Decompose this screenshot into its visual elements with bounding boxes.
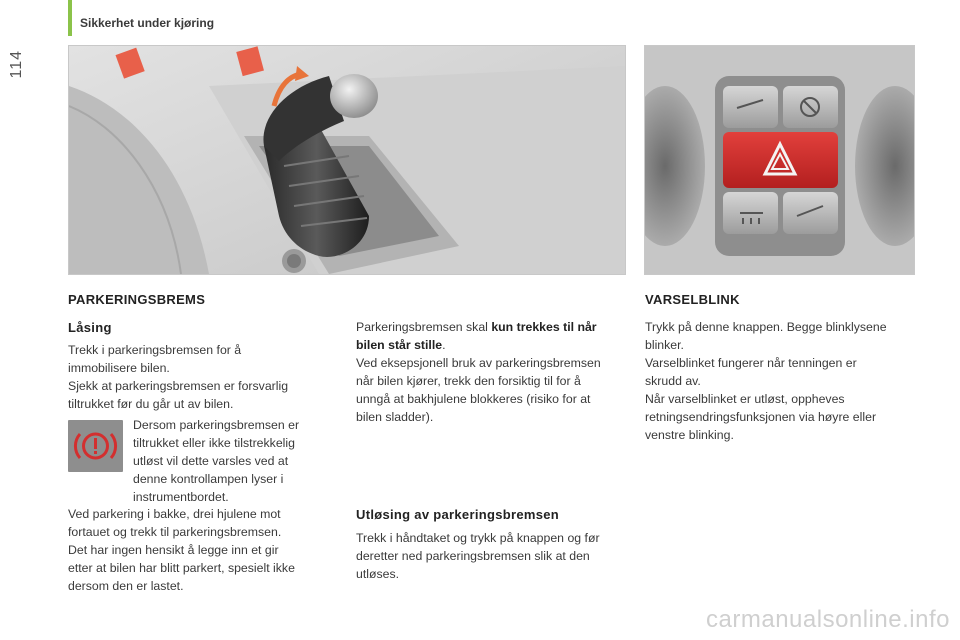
section-header: Sikkerhet under kjøring bbox=[80, 16, 215, 30]
release-title: Utløsing av parkeringsbremsen bbox=[356, 507, 560, 522]
text-line: tiltrukket før du går ut av bilen. bbox=[68, 397, 234, 411]
text-line bbox=[356, 336, 636, 354]
button-bottom-right bbox=[783, 192, 838, 234]
hazard-switch-panel-photo bbox=[644, 45, 915, 275]
text-line: utløst vil dette varsles ved at bbox=[133, 454, 289, 468]
text-line: tiltrukket eller ikke tilstrekkelig bbox=[133, 436, 295, 450]
text-line: unngå at bakhjulene blokkeres (risiko for at bbox=[356, 392, 591, 406]
hazard-text bbox=[645, 318, 915, 444]
text-line: Når varselblinket er utløst, oppheves bbox=[645, 392, 845, 406]
text-line: retningsendringsfunksjonen via høyre eller bbox=[645, 410, 877, 424]
text-line: Dersom parkeringsbremsen er bbox=[133, 418, 300, 432]
text-line: fortauet og trekk til parkeringsbremsen. bbox=[68, 525, 282, 539]
text-line: venstre blinking. bbox=[645, 428, 734, 442]
button-top-left bbox=[723, 86, 778, 128]
parking-brake-illustration bbox=[69, 46, 625, 274]
locking-title: Låsing bbox=[68, 320, 112, 335]
text-line: denne kontrollampen lyser i bbox=[133, 472, 284, 486]
locking-paragraph-2 bbox=[68, 505, 338, 595]
text-line: Ved parkering i bakke, drei hjulene mot bbox=[68, 507, 281, 521]
text-line: blinker. bbox=[645, 338, 684, 352]
parking-brake-lever-photo bbox=[68, 45, 626, 275]
locking-paragraph-1 bbox=[68, 341, 338, 413]
brake-warning-icon bbox=[68, 420, 123, 472]
page-number: 114 bbox=[8, 50, 25, 79]
hazard-button bbox=[723, 132, 838, 188]
section-accent-bar bbox=[68, 0, 72, 36]
text-line: deretter ned parkeringsbremsen slik at den bbox=[356, 549, 590, 563]
text-line: Varselblinket fungerer når tenningen er bbox=[645, 356, 857, 370]
brake-warning-lamp-icon-box bbox=[68, 420, 123, 472]
text-line: utløses. bbox=[356, 567, 400, 581]
text-line: etter at bilen har blitt parkert, spesielt ikke bbox=[68, 561, 295, 575]
text-line: Trykk på denne knappen. Begge blinklysene bbox=[645, 320, 887, 334]
text-line: Ved eksepsjonell bruk av parkeringsbremsen bbox=[356, 356, 601, 370]
text-plain: . bbox=[442, 338, 446, 352]
text-line: bilen sladder). bbox=[356, 410, 434, 424]
text-line: når bilen kjører, trekk den forsiktig til for å bbox=[356, 374, 581, 388]
warning-text bbox=[133, 416, 333, 506]
text-line: dersom den er lastet. bbox=[68, 579, 184, 593]
text-line bbox=[356, 318, 636, 336]
hazard-panel-illustration bbox=[645, 46, 914, 274]
text-plain: Parkeringsbremsen skal bbox=[356, 320, 492, 334]
text-line: immobilisere bilen. bbox=[68, 361, 170, 375]
release-text bbox=[356, 529, 636, 583]
text-line: instrumentbordet. bbox=[133, 490, 229, 504]
watermark: carmanualsonline.info bbox=[706, 606, 950, 633]
text-line: Trekk i parkeringsbremsen for å bbox=[68, 343, 242, 357]
hazard-heading: VARSELBLINK bbox=[645, 292, 740, 307]
parking-brake-heading: PARKERINGSBREMS bbox=[68, 292, 206, 307]
text-bold: kun trekkes til når bbox=[491, 320, 597, 334]
text-line: Sjekk at parkeringsbremsen er forsvarlig bbox=[68, 379, 289, 393]
text-line: skrudd av. bbox=[645, 374, 701, 388]
text-line: Trekk i håndtaket og trykk på knappen og før bbox=[356, 531, 600, 545]
text-line: Det har ingen hensikt å legge inn et gir bbox=[68, 543, 279, 557]
parking-brake-usage-text bbox=[356, 318, 636, 426]
text-bold: bilen står stille bbox=[356, 338, 443, 352]
